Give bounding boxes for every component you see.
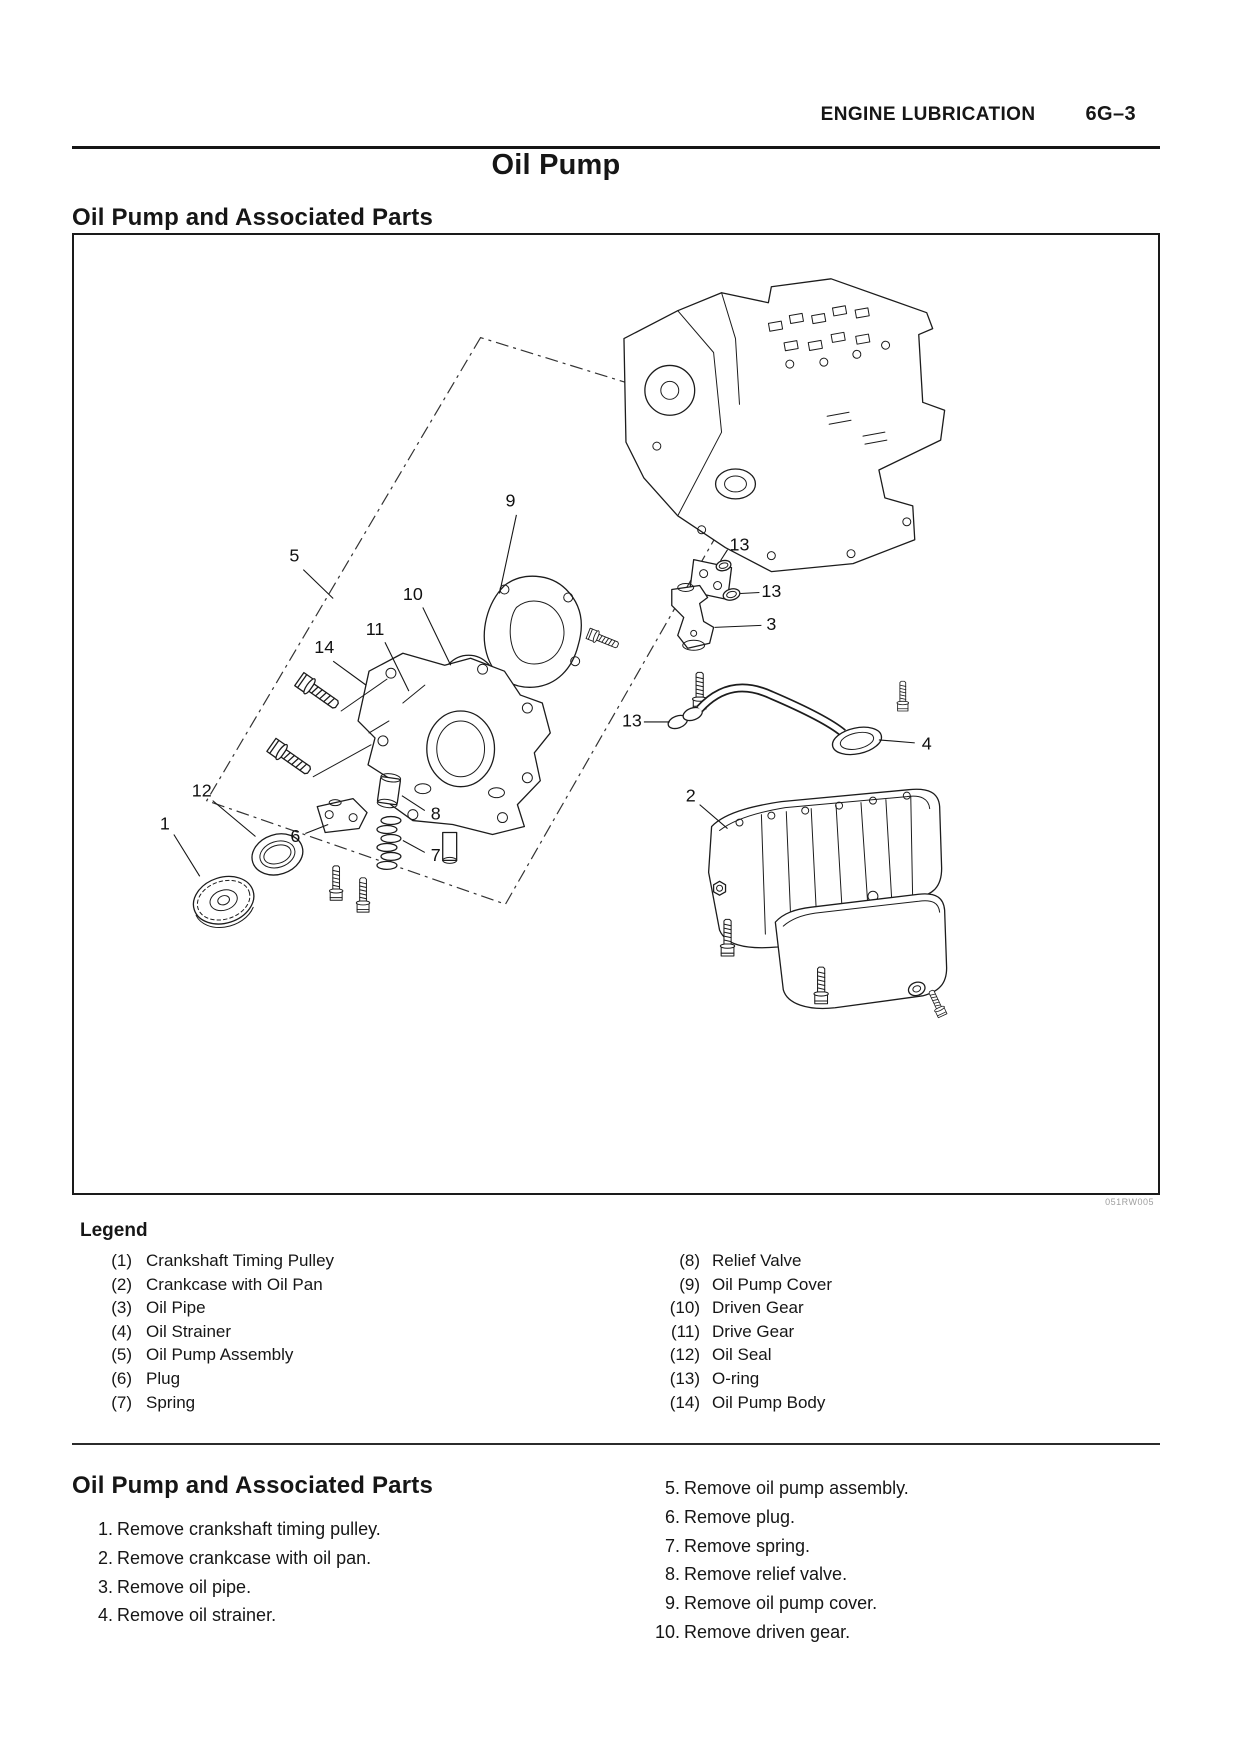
step-number: 6.: [664, 1506, 680, 1527]
step-text: Remove crankshaft timing pulley.: [117, 1519, 381, 1539]
legend-heading: Legend: [80, 1220, 148, 1241]
callout-number: 10: [402, 584, 423, 605]
step-number: 2.: [97, 1547, 113, 1568]
legend-item-label: O-ring: [712, 1368, 760, 1388]
legend-item-label: Oil Seal: [712, 1345, 772, 1365]
legend-item-number: (6): [111, 1368, 132, 1388]
step-number: 1.: [97, 1519, 113, 1539]
callout-leader-line: [715, 625, 762, 627]
page-title: Oil Pump: [491, 149, 621, 181]
step-number: 3.: [97, 1576, 113, 1597]
legend-item-label: Oil Strainer: [146, 1321, 232, 1341]
callout-leader-line: [423, 607, 451, 665]
callout-number: 13: [729, 534, 750, 555]
figure-section-heading: Oil Pump and Associated Parts: [72, 204, 434, 231]
procedure-step: [575, 1589, 1095, 1618]
step-text: Remove relief valve.: [684, 1564, 848, 1585]
spring-drawing: [377, 817, 401, 870]
legend-item-number: (13): [669, 1368, 700, 1388]
legend-item: [80, 1391, 575, 1415]
step-number: 5.: [664, 1478, 680, 1498]
legend-item-label: Spring: [146, 1392, 196, 1412]
callout-number: 4: [921, 733, 932, 754]
figure-code: 051RW005: [1105, 1197, 1154, 1207]
legend-item: [80, 1273, 575, 1297]
legend-item-number: (9): [679, 1274, 700, 1294]
section-divider: [72, 1443, 1160, 1445]
legend-item-number: (7): [111, 1392, 132, 1412]
procedure-step: [72, 1601, 572, 1630]
legend-item: [575, 1273, 832, 1297]
figure-box: [72, 233, 1160, 1195]
legend-item: [80, 1320, 575, 1344]
callout-number: 13: [621, 710, 642, 731]
legend-item-number: (10): [669, 1298, 700, 1318]
legend-item-label: Oil Pump Body: [712, 1392, 826, 1412]
callout-number: 7: [430, 845, 441, 866]
legend-item-label: Oil Pipe: [146, 1298, 206, 1318]
callout-leader-line: [721, 550, 728, 561]
legend-column-right: [575, 1249, 832, 1414]
header-page-number: 6G–3: [1085, 103, 1136, 125]
legend-item: [575, 1367, 832, 1391]
legend-item-number: (4): [111, 1321, 132, 1341]
procedure-step: [575, 1474, 1095, 1503]
callout-leader-line: [303, 570, 333, 599]
callout-leader-line: [879, 740, 915, 743]
procedure-heading: Oil Pump and Associated Parts: [72, 1472, 434, 1499]
legend-item-number: (11): [671, 1321, 700, 1341]
legend-item-label: Plug: [146, 1368, 181, 1388]
procedure-step: [575, 1618, 1095, 1647]
legend-item-number: (2): [111, 1274, 132, 1294]
step-text: Remove crankcase with oil pan.: [117, 1547, 372, 1568]
step-number: 7.: [664, 1535, 680, 1556]
legend-item: [575, 1391, 832, 1415]
legend-item-label: Oil Pump Cover: [712, 1274, 832, 1294]
step-number: 4.: [97, 1605, 113, 1626]
step-text: Remove oil strainer.: [117, 1605, 277, 1626]
callout-leader-line: [403, 840, 425, 852]
step-text: Remove driven gear.: [684, 1621, 851, 1642]
step-text: Remove oil pipe.: [117, 1576, 252, 1597]
procedure-step: [575, 1503, 1095, 1532]
legend: [80, 1220, 1160, 1414]
step-text: Remove plug.: [684, 1506, 796, 1527]
legend-item-number: (8): [679, 1251, 700, 1270]
callout-number: 2: [685, 785, 696, 806]
procedure-step: [72, 1573, 572, 1602]
procedure-step: [72, 1515, 572, 1544]
legend-item: [80, 1367, 575, 1391]
callout-leader-line: [174, 834, 200, 876]
legend-item-number: (5): [111, 1345, 132, 1365]
legend-item: [575, 1320, 832, 1344]
legend-item: [575, 1249, 832, 1273]
header-section-title: ENGINE LUBRICATION: [820, 104, 1036, 125]
plug-drawing: [317, 799, 370, 913]
step-number: 10.: [654, 1621, 680, 1642]
legend-item: [80, 1343, 575, 1367]
figure-svg: [74, 235, 1158, 1193]
page-header: [72, 103, 1160, 126]
callout-number: 11: [365, 619, 385, 640]
callout-number: 9: [505, 490, 516, 511]
procedure-steps-left: [72, 1515, 572, 1630]
legend-item-number: (12): [669, 1345, 700, 1365]
legend-item-label: Drive Gear: [712, 1321, 795, 1341]
legend-item: [575, 1296, 832, 1320]
callout-number: 8: [430, 803, 441, 824]
procedure-section-left: [72, 1472, 572, 1630]
legend-item-number: (14): [669, 1392, 700, 1412]
callout-number: 14: [314, 637, 335, 658]
callout-number: 3: [766, 614, 777, 635]
legend-item: [80, 1296, 575, 1320]
legend-item-label: Crankcase with Oil Pan: [146, 1274, 323, 1294]
callout-leader-line: [213, 801, 256, 837]
procedure-step: [575, 1532, 1095, 1561]
callout-number: 5: [289, 545, 300, 566]
callout-number: 13: [761, 581, 782, 602]
callout-leader-line: [333, 661, 366, 685]
legend-column-left: [80, 1249, 575, 1414]
legend-item-label: Driven Gear: [712, 1298, 804, 1318]
step-number: 8.: [664, 1564, 680, 1585]
procedure-section-right: [575, 1474, 1095, 1647]
step-text: Remove oil pump assembly.: [684, 1478, 909, 1498]
callout-leader-line: [740, 593, 759, 594]
procedure-steps-right: [575, 1474, 1095, 1647]
callout-number: 12: [191, 780, 212, 801]
procedure-step: [575, 1560, 1095, 1589]
legend-item: [80, 1249, 575, 1273]
procedure-step: [72, 1544, 572, 1573]
step-text: Remove spring.: [684, 1535, 811, 1556]
legend-item-label: Relief Valve: [712, 1251, 802, 1270]
callout-number: 1: [159, 813, 170, 834]
callout-number: 6: [290, 826, 301, 847]
legend-item-label: Oil Pump Assembly: [146, 1345, 294, 1365]
crankshaft-timing-pulley-drawing: [187, 869, 261, 935]
legend-item-label: Crankshaft Timing Pulley: [146, 1251, 335, 1270]
step-number: 9.: [664, 1593, 680, 1614]
oil-pipe-drawing: [672, 584, 714, 709]
oil-pan-drawing: [709, 789, 947, 1008]
legend-item-number: (1): [111, 1251, 132, 1270]
legend-item-number: (3): [111, 1298, 132, 1318]
legend-item: [575, 1343, 832, 1367]
engine-block-drawing: [624, 279, 945, 600]
step-text: Remove oil pump cover.: [684, 1593, 878, 1614]
